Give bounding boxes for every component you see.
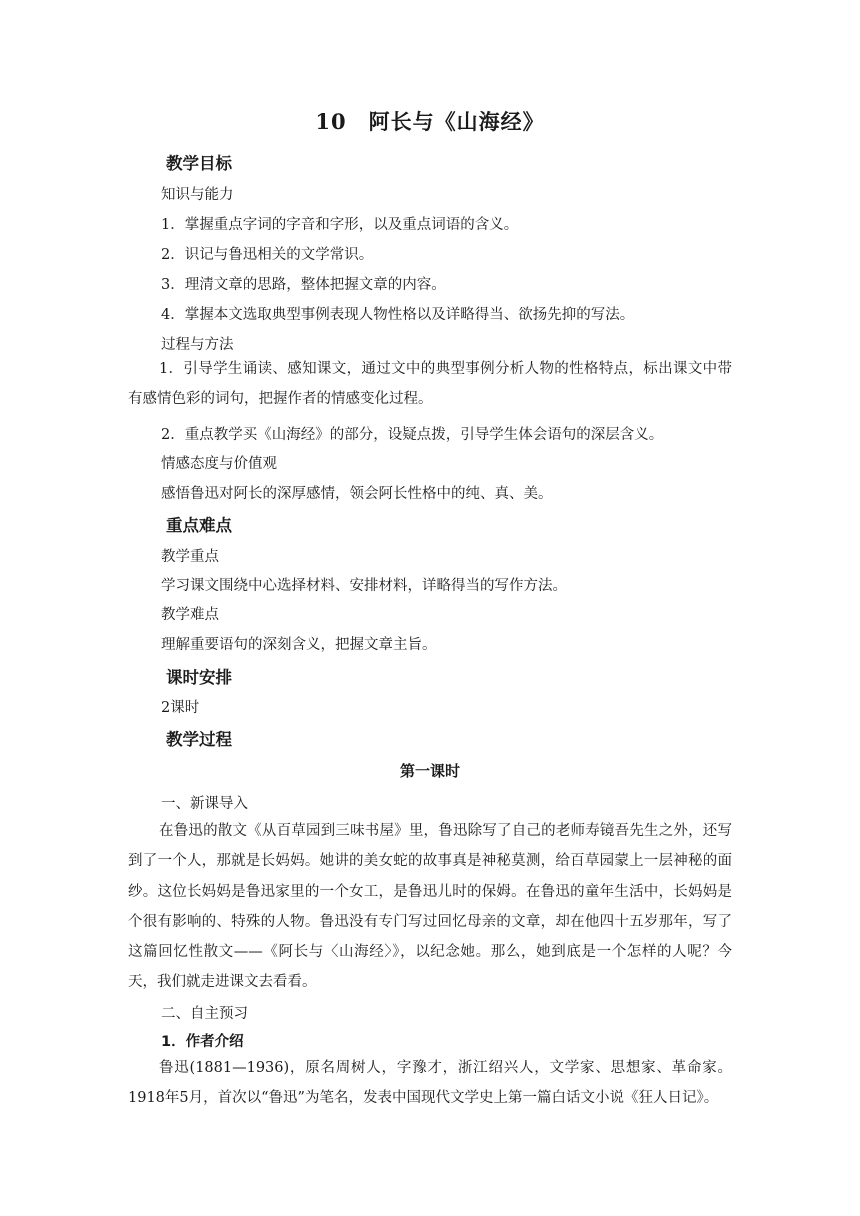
preview-label: 二、自主预习 bbox=[161, 1006, 248, 1022]
author-label: 1．作者介绍 bbox=[161, 1034, 244, 1050]
subheading-process: 过程与方法 bbox=[161, 337, 234, 353]
intro-paragraph: 在鲁迅的散文《从百草园到三味书屋》里，鲁迅除写了自己的老师寿镜吾先生之外，还写到了一个人，那就是长妈妈。她讲的美女蛇的故事真是神秘莫测，给百草园蒙上一层神秘的面纱。这位长妈妈是鲁迅家里的一个女工，是鲁迅儿时的保姆。在鲁迅的童年生活中，长妈妈是个很有影响的、特殊的人物。鲁迅没有专门写过回忆母亲的文章，却在他四十五岁那年，写了这篇回忆性散文——《阿长与〈山海经〉》，以纪念她。那么，她到底是一个怎样的人呢？今天，我们就走进课文去看看。 bbox=[128, 823, 732, 991]
focus-text: 学习课文围绕中心选择材料、安排材料，详略得当的写作方法。 bbox=[161, 578, 567, 594]
intro-label: 一、新课导入 bbox=[161, 796, 248, 812]
section-heading-keypoints: 重点难点 bbox=[166, 516, 232, 535]
lesson-title: 第一课时 bbox=[399, 762, 460, 780]
subheading-focus: 教学重点 bbox=[161, 549, 219, 565]
section-heading-objectives: 教学目标 bbox=[166, 154, 232, 173]
process-item-1: 1．引导学生诵读、感知课文，通过文中的典型事例分析人物的性格特点，标出课文中带有感情色彩的词句，把握作者的情感变化过程。 bbox=[128, 361, 732, 408]
subheading-emotion: 情感态度与价值观 bbox=[161, 456, 277, 472]
schedule-text: 2课时 bbox=[161, 700, 200, 716]
knowledge-item-1: 1．掌握重点字词的字音和字形，以及重点词语的含义。 bbox=[161, 217, 519, 233]
knowledge-item-2: 2．识记与鲁迅相关的文学常识。 bbox=[161, 247, 374, 263]
difficulty-text: 理解重要语句的深刻含义，把握文章主旨。 bbox=[161, 637, 437, 653]
author-paragraph: 鲁迅(1881—1936)，原名周树人，字豫才，浙江绍兴人，文学家、思想家、革命家。1918年5月，首次以“鲁迅”为笔名，发表中国现代文学史上第一篇白话文小说《狂人日记》。 bbox=[128, 1060, 732, 1107]
subheading-knowledge: 知识与能力 bbox=[161, 187, 234, 203]
subheading-difficulty: 教学难点 bbox=[161, 607, 219, 623]
section-heading-schedule: 课时安排 bbox=[166, 668, 232, 687]
knowledge-item-4: 4．掌握本文选取典型事例表现人物性格以及详略得当、欲扬先抑的写法。 bbox=[161, 307, 635, 323]
page-title: 10 阿长与《山海经》 bbox=[315, 109, 545, 134]
section-heading-process: 教学过程 bbox=[166, 730, 232, 749]
knowledge-item-3: 3．理清文章的思路，整体把握文章的内容。 bbox=[161, 277, 446, 293]
emotion-text: 感悟鲁迅对阿长的深厚感情，领会阿长性格中的纯、真、美。 bbox=[161, 486, 553, 502]
process-item-2: 2．重点教学买《山海经》的部分，设疑点拨，引导学生体会语句的深层含义。 bbox=[161, 427, 664, 443]
